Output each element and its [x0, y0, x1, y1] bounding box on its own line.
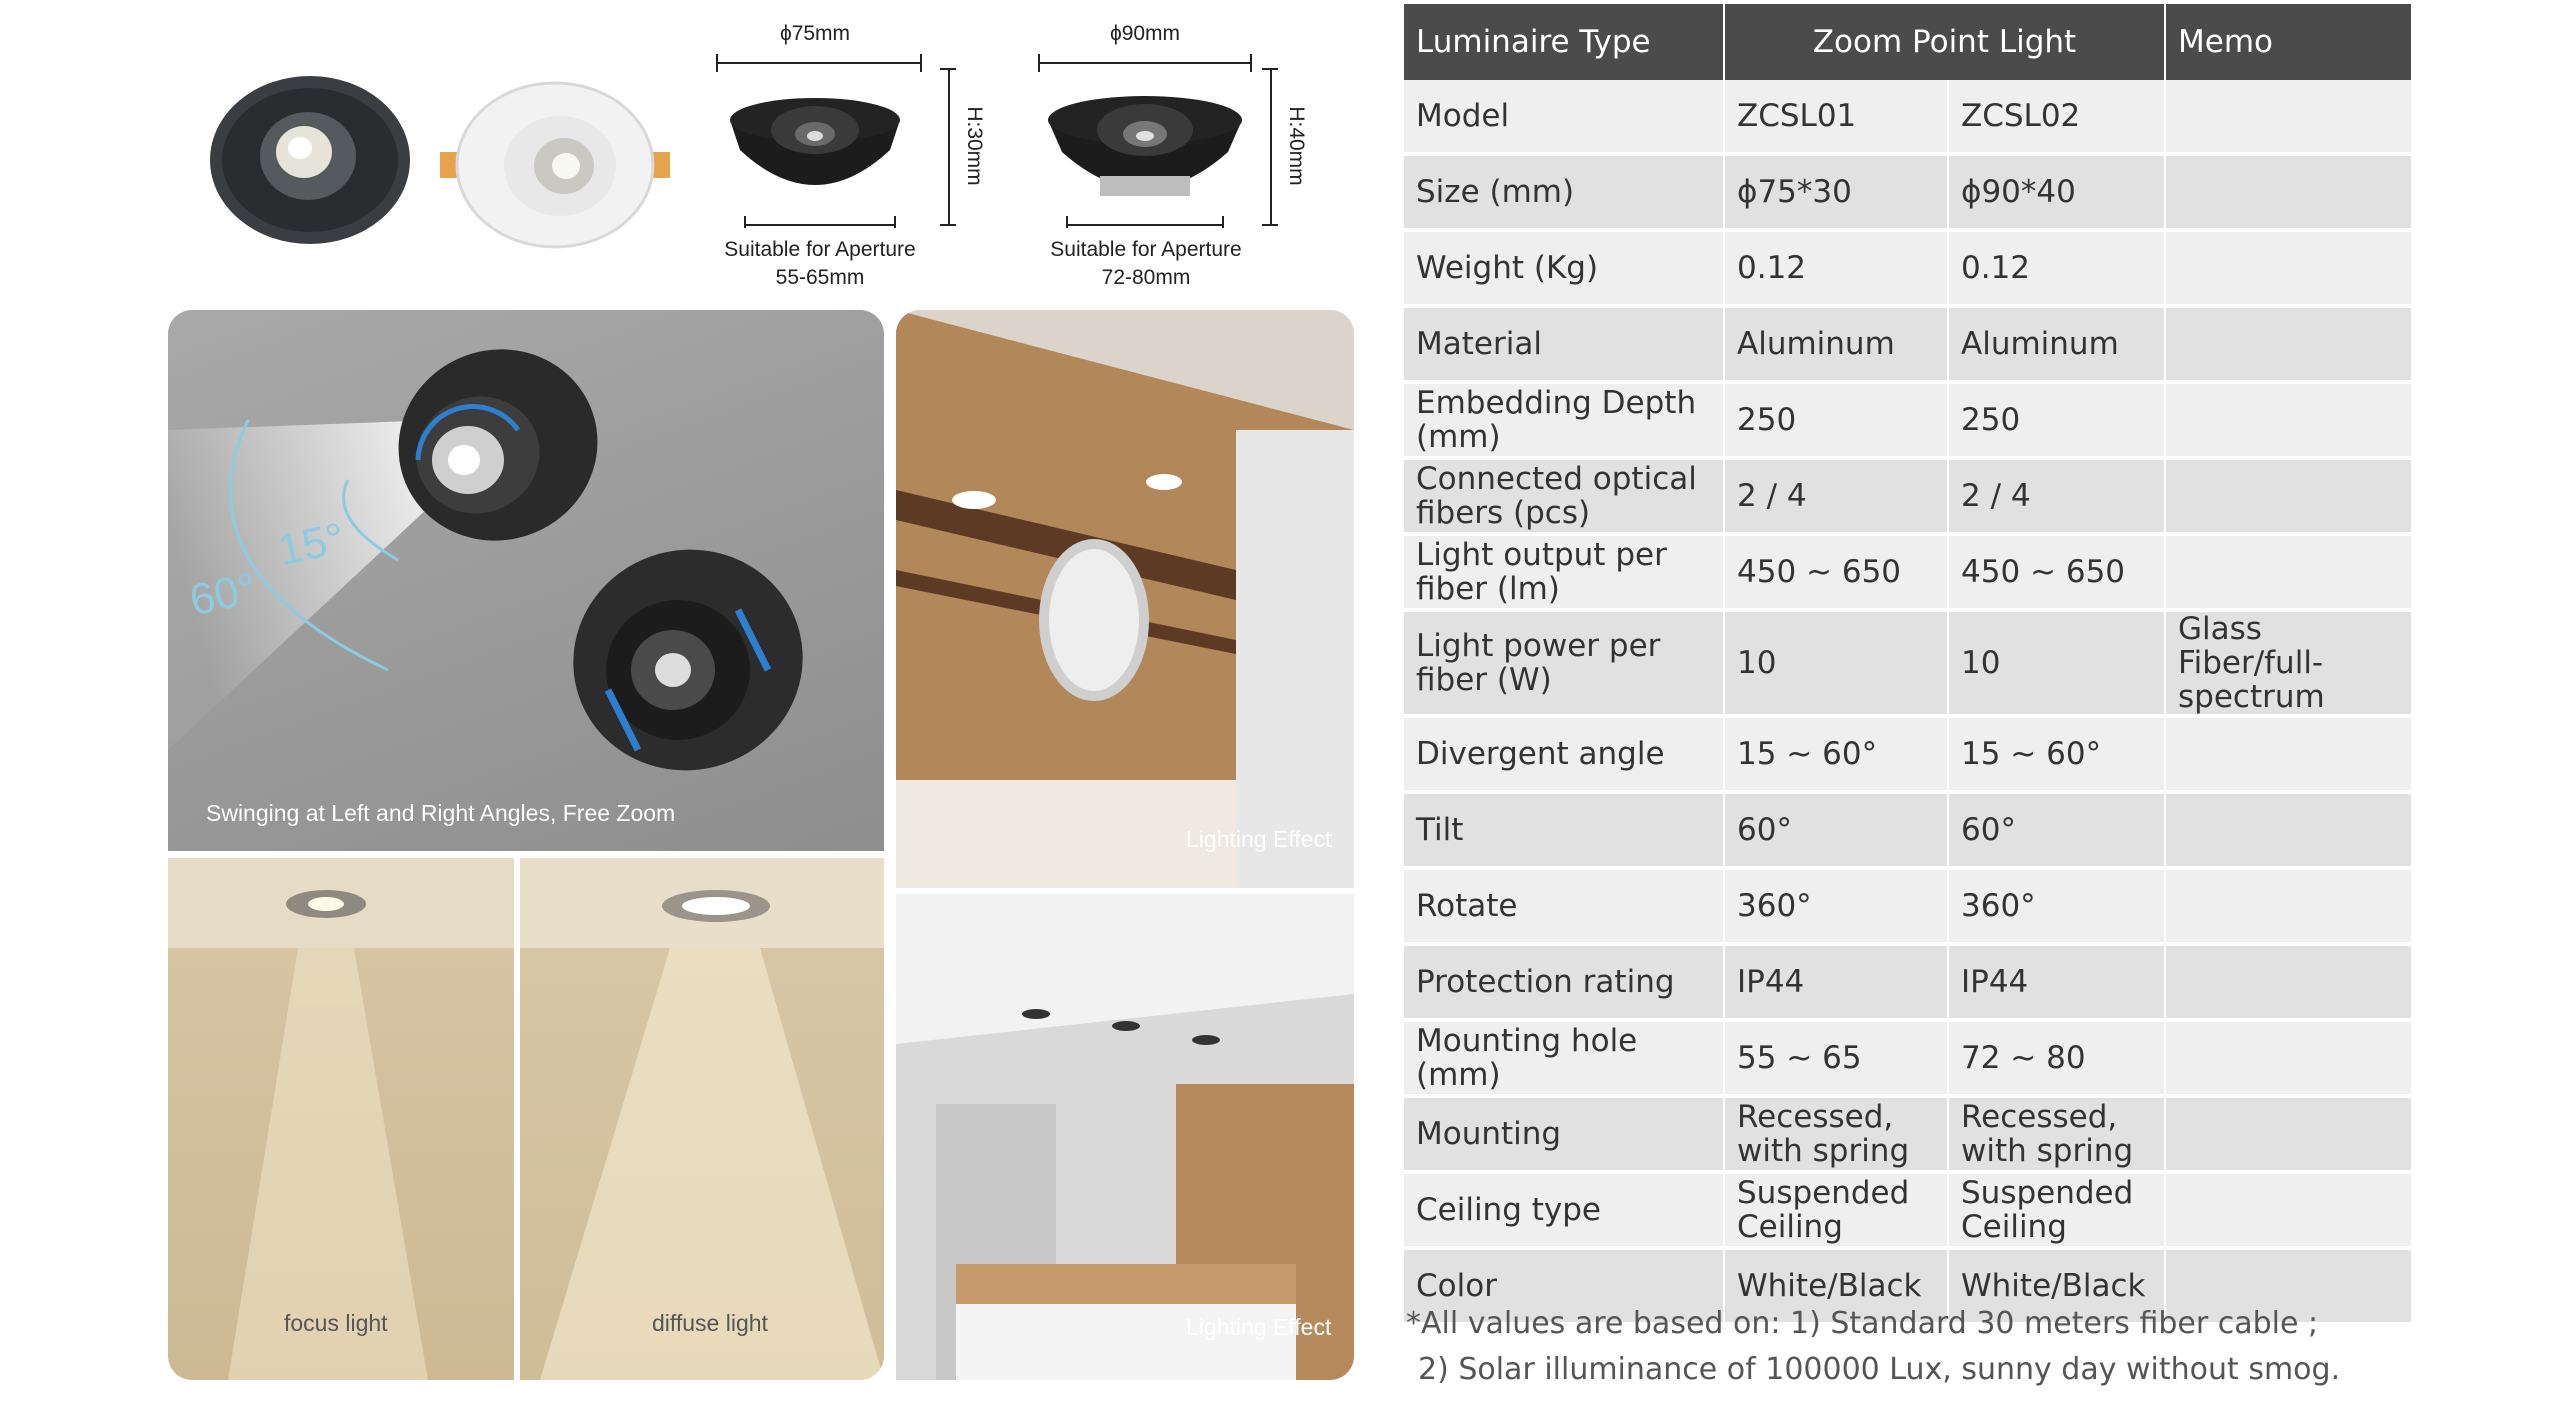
row-memo	[2165, 716, 2412, 792]
row-value-zcsl02: 2 / 4	[1948, 458, 2165, 534]
focus-light-panel	[168, 858, 514, 1380]
row-memo	[2165, 944, 2412, 1020]
row-value-zcsl02: Suspended Ceiling	[1948, 1172, 2165, 1248]
table-row	[1404, 306, 2412, 382]
row-value-zcsl02: Aluminum	[1948, 306, 2165, 382]
row-value-zcsl01: 250	[1724, 382, 1948, 458]
table-row	[1404, 1096, 2412, 1172]
swing-caption: Swinging at Left and Right Angles, Free Zoom	[206, 800, 676, 826]
table-row	[1404, 1172, 2412, 1248]
table-row	[1404, 610, 2412, 716]
header-zoom-point-light: Zoom Point Light	[1724, 4, 2165, 80]
table-header-row	[1404, 4, 2412, 80]
row-value-zcsl01: ZCSL01	[1724, 80, 1948, 154]
row-label: Protection rating	[1404, 944, 1724, 1020]
table-row	[1404, 868, 2412, 944]
product-2-drawing	[1040, 76, 1250, 216]
product-1-height: H:30mm	[963, 106, 986, 186]
row-label: Light output per fiber (lm)	[1404, 534, 1724, 610]
row-value-zcsl01: 10	[1724, 610, 1948, 716]
lighting-effect-illustration-1	[896, 310, 1354, 888]
row-memo	[2165, 1096, 2412, 1172]
row-value-zcsl01: 15 ~ 60°	[1724, 716, 1948, 792]
product-2-height: H:40mm	[1285, 106, 1308, 186]
product-1-suitable: Suitable for Aperture	[724, 238, 916, 261]
lighting-effect-caption-2: Lighting Effect	[1186, 1314, 1332, 1340]
product-1-diameter-line	[716, 62, 922, 64]
row-value-zcsl01: 55 ~ 65	[1724, 1020, 1948, 1096]
row-value-zcsl02: IP44	[1948, 944, 2165, 1020]
row-memo	[2165, 868, 2412, 944]
white-luminaire-photo	[440, 70, 670, 260]
header-memo: Memo	[2165, 4, 2412, 80]
product-2-height-line	[1270, 68, 1272, 226]
row-label: Material	[1404, 306, 1724, 382]
row-memo	[2165, 1172, 2412, 1248]
row-memo	[2165, 306, 2412, 382]
row-label: Embedding Depth (mm)	[1404, 382, 1724, 458]
row-value-zcsl01: 2 / 4	[1724, 458, 1948, 534]
row-value-zcsl02: ZCSL02	[1948, 80, 2165, 154]
product-1-aperture: 55-65mm	[775, 266, 865, 289]
row-value-zcsl02: 15 ~ 60°	[1948, 716, 2165, 792]
row-value-zcsl02: ϕ90*40	[1948, 154, 2165, 230]
product-2-diameter: ϕ90mm	[1109, 22, 1181, 45]
table-row	[1404, 458, 2412, 534]
row-label: Mounting	[1404, 1096, 1724, 1172]
angle-15-label: 15°	[273, 513, 349, 576]
lighting-effect-caption-1: Lighting Effect	[1186, 826, 1332, 852]
row-label: Divergent angle	[1404, 716, 1724, 792]
row-memo	[2165, 792, 2412, 868]
row-label: Color	[1404, 1248, 1724, 1324]
swing-illustration	[168, 310, 884, 851]
row-label: Mounting hole (mm)	[1404, 1020, 1724, 1096]
diffuse-light-caption: diffuse light	[652, 1310, 768, 1336]
row-value-zcsl01: Recessed, with spring	[1724, 1096, 1948, 1172]
row-memo	[2165, 382, 2412, 458]
row-value-zcsl02: Recessed, with spring	[1948, 1096, 2165, 1172]
row-value-zcsl01: 0.12	[1724, 230, 1948, 306]
focus-light-illustration	[168, 858, 514, 1380]
row-value-zcsl02: 72 ~ 80	[1948, 1020, 2165, 1096]
row-value-zcsl01: Aluminum	[1724, 306, 1948, 382]
row-value-zcsl02: 0.12	[1948, 230, 2165, 306]
table-row	[1404, 230, 2412, 306]
row-label: Weight (Kg)	[1404, 230, 1724, 306]
row-label: Size (mm)	[1404, 154, 1724, 230]
product-2-aperture: 72-80mm	[1101, 266, 1191, 289]
swing-zoom-panel	[168, 310, 884, 851]
row-value-zcsl01: 60°	[1724, 792, 1948, 868]
row-memo	[2165, 154, 2412, 230]
row-value-zcsl01: Suspended Ceiling	[1724, 1172, 1948, 1248]
row-value-zcsl01: 450 ~ 650	[1724, 534, 1948, 610]
row-memo	[2165, 230, 2412, 306]
product-1-height-line	[948, 68, 950, 226]
product-1-drawing	[720, 80, 910, 210]
table-row	[1404, 944, 2412, 1020]
focus-light-caption: focus light	[284, 1310, 388, 1336]
row-label: Tilt	[1404, 792, 1724, 868]
lighting-effect-panel-2	[896, 894, 1354, 1380]
row-value-zcsl02: 450 ~ 650	[1948, 534, 2165, 610]
header-luminaire-type: Luminaire Type	[1404, 4, 1724, 80]
table-row	[1404, 1020, 2412, 1096]
row-label: Ceiling type	[1404, 1172, 1724, 1248]
table-row	[1404, 716, 2412, 792]
row-value-zcsl01: IP44	[1724, 944, 1948, 1020]
row-label: Light power per fiber (W)	[1404, 610, 1724, 716]
product-2-diameter-line	[1038, 62, 1252, 64]
table-row	[1404, 154, 2412, 230]
row-memo	[2165, 80, 2412, 154]
row-value-zcsl02: 250	[1948, 382, 2165, 458]
black-luminaire-photo	[200, 60, 420, 260]
table-row	[1404, 80, 2412, 154]
product-1-diameter: ϕ75mm	[779, 22, 851, 45]
lighting-effect-illustration-2	[896, 894, 1354, 1380]
spec-table	[1404, 4, 2413, 1326]
row-value-zcsl02: 60°	[1948, 792, 2165, 868]
footnote-line-2: 2) Solar illuminance of 100000 Lux, sunny day without smog.	[1418, 1352, 2341, 1387]
diffuse-light-panel	[520, 858, 884, 1380]
diffuse-light-illustration	[520, 858, 884, 1380]
row-value-zcsl01: White/Black	[1724, 1248, 1948, 1324]
angle-60-label: 60°	[185, 563, 261, 626]
row-memo: Glass Fiber/full-spectrum	[2165, 610, 2412, 716]
row-memo	[2165, 1020, 2412, 1096]
product-2-suitable: Suitable for Aperture	[1050, 238, 1242, 261]
row-value-zcsl02: White/Black	[1948, 1248, 2165, 1324]
row-label: Connected optical fibers (pcs)	[1404, 458, 1724, 534]
table-row	[1404, 534, 2412, 610]
table-row	[1404, 382, 2412, 458]
footnote-line-1: *All values are based on: 1) Standard 30 meters fiber cable ;	[1406, 1306, 2319, 1341]
row-memo	[2165, 534, 2412, 610]
row-value-zcsl01: ϕ75*30	[1724, 154, 1948, 230]
row-value-zcsl02: 10	[1948, 610, 2165, 716]
table-row	[1404, 792, 2412, 868]
row-label: Rotate	[1404, 868, 1724, 944]
row-value-zcsl01: 360°	[1724, 868, 1948, 944]
row-label: Model	[1404, 80, 1724, 154]
row-value-zcsl02: 360°	[1948, 868, 2165, 944]
row-memo	[2165, 458, 2412, 534]
lighting-effect-panel-1	[896, 310, 1354, 888]
